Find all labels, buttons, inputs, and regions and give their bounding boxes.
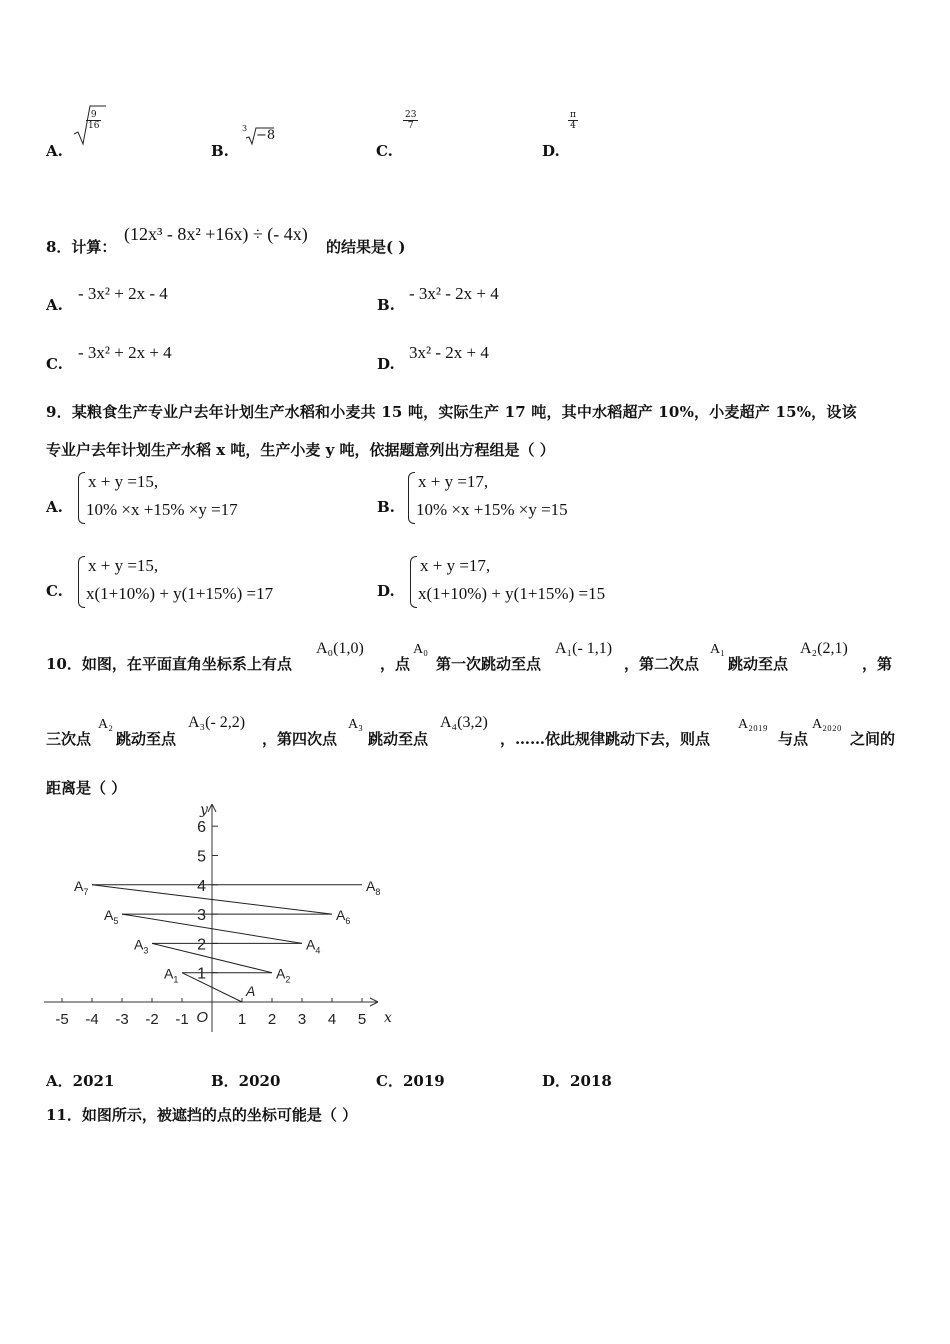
q9-c-eq2: x(1+10%) + y(1+15%) =17 — [86, 584, 274, 603]
x-tick-label: 2 — [267, 1011, 277, 1028]
q7-option-b-label: B. — [211, 142, 229, 160]
q9-b-eq1: x + y =17, — [418, 472, 489, 491]
q7-a-den: 16 — [88, 121, 100, 131]
q10-p2020: A₂₀₂₀ — [812, 717, 842, 732]
x-tick-label: 5 — [357, 1011, 367, 1028]
q7-a-num: 9 — [86, 110, 101, 121]
x-tick-label: -5 — [55, 1011, 69, 1028]
q10-option-b: B．2020 — [211, 1072, 281, 1090]
q9-line-2: 专业户去年计划生产水稻 x 吨，生产小麦 y 吨，依据题意列出方程组是（ ） — [46, 441, 555, 459]
q7-option-c-expr — [403, 110, 418, 131]
q10-l2-b: 跳动至点 — [116, 730, 177, 748]
q7-b-index: 3 — [242, 124, 248, 133]
q10-l2-e: ，……依此规律跳动下去，则点 — [500, 730, 711, 748]
q10-option-d: D．2018 — [542, 1072, 612, 1090]
q10-l1-f: ，第 — [862, 655, 893, 673]
q10-p2: A₂(2,1) — [800, 640, 848, 657]
q10-l2-c: ，第四次点 — [262, 730, 338, 748]
q10-p4: A₄(3,2) — [440, 714, 488, 731]
q7-option-d-expr — [568, 110, 578, 131]
q10-l1-e: 跳动至点 — [728, 655, 789, 673]
origin-label: O — [196, 1009, 208, 1026]
q8-number: 8．计算： — [46, 238, 117, 256]
q7-option-a-label: A. — [46, 142, 63, 160]
y-tick-label: 3 — [197, 907, 206, 925]
q9-c-brace — [78, 556, 85, 608]
point-label: $A_3$ — [134, 936, 149, 956]
x-tick-label: 4 — [327, 1011, 337, 1028]
q10-option-c: C．2019 — [376, 1072, 445, 1090]
x-tick-label: -1 — [175, 1011, 189, 1028]
x-tick-label: -4 — [85, 1011, 99, 1028]
x-tick-label: -3 — [115, 1011, 129, 1028]
q9-d-eq1: x + y =17, — [420, 556, 491, 575]
q10-p3: A₃(- 2,2) — [188, 714, 246, 731]
q9-d-brace — [410, 556, 417, 608]
q9-b-eq2: 10% ×x +15% ×y =15 — [416, 500, 568, 519]
q10-l2-d: 跳动至点 — [368, 730, 429, 748]
x-tick-label: 3 — [297, 1011, 307, 1028]
x-tick-label: 1 — [237, 1011, 247, 1028]
q11-text: 11．如图所示，被遮挡的点的坐标可能是（ ） — [46, 1106, 358, 1124]
point-label: $A_1$ — [164, 965, 179, 985]
q10-p2s: A₂ — [98, 717, 113, 732]
q9-option-d-label: D. — [377, 582, 395, 600]
q10-l1-c: 第一次跳动至点 — [436, 655, 542, 673]
q9-option-a-label: A. — [46, 498, 63, 516]
point-label: $A_8$ — [366, 877, 381, 897]
q7-d-num: π — [570, 110, 576, 120]
q8-option-b-label: B. — [377, 296, 395, 314]
x-tick-label: -2 — [145, 1011, 159, 1028]
x-axis-label: x — [384, 1010, 392, 1026]
y-tick-label: 4 — [197, 877, 206, 895]
q7-d-den: 4 — [570, 121, 576, 131]
q10-l1-a: 10．如图，在平面直角坐标系上有点 — [46, 655, 292, 673]
q7-c-num: 23 — [405, 110, 417, 120]
q9-line-1: 9．某粮食生产专业户去年计划生产水稻和小麦共 15 吨，实际生产 17 吨，其中水稻超产 10%，小麦超产 15%，设该 — [46, 403, 857, 421]
y-tick-label: 1 — [197, 965, 206, 983]
point-label: A — [246, 983, 256, 999]
y-axis-label: y — [200, 802, 208, 818]
y-tick-label: 2 — [197, 936, 206, 954]
q8-option-a-label: A. — [46, 296, 63, 314]
q7-c-den: 7 — [407, 121, 414, 131]
q10-p1: A₁(- 1,1) — [555, 640, 613, 657]
q10-l1-d: ，第二次点 — [624, 655, 700, 673]
q8-expression: (12x³ - 8x² +16x) ÷ (- 4x) — [124, 224, 308, 244]
q7-option-d-label: D. — [542, 142, 560, 160]
q10-p0s: A₀ — [413, 642, 428, 657]
q8-option-a-expr: - 3x² + 2x - 4 — [78, 284, 168, 303]
point-label: $A_5$ — [104, 907, 119, 927]
q10-p1s: A₁ — [710, 642, 725, 657]
q10-option-a: A．2021 — [46, 1072, 115, 1090]
q9-a-eq1: x + y =15, — [88, 472, 159, 491]
q8-option-d-expr: 3x² - 2x + 4 — [409, 343, 489, 362]
point-label: $A_2$ — [276, 965, 291, 985]
q8-option-d-label: D. — [377, 355, 395, 373]
q9-b-brace — [408, 472, 415, 524]
q10-l2-g: 之间的 — [850, 730, 896, 748]
point-label: $A_4$ — [306, 936, 321, 956]
q9-a-brace — [78, 472, 85, 524]
q10-coordinate-chart — [40, 800, 400, 1040]
q10-l3: 距离是（ ） — [46, 779, 127, 797]
q10-p0: A₀(1,0) — [316, 640, 364, 657]
point-label: $A_7$ — [74, 877, 89, 897]
q9-a-eq2: 10% ×x +15% ×y =17 — [86, 500, 238, 519]
q9-d-eq2: x(1+10%) + y(1+15%) =15 — [418, 584, 606, 603]
q8-option-c-expr: - 3x² + 2x + 4 — [78, 343, 172, 362]
q8-option-b-expr: - 3x² - 2x + 4 — [409, 284, 499, 303]
y-tick-label: 6 — [197, 819, 206, 837]
q8-option-c-label: C. — [46, 355, 63, 373]
q10-l1-b: ，点 — [380, 655, 411, 673]
y-tick-label: 5 — [197, 848, 206, 866]
q10-l2-a: 三次点 — [46, 730, 92, 748]
point-label: $A_6$ — [336, 907, 351, 927]
q9-option-b-label: B. — [377, 498, 395, 516]
q8-suffix: 的结果是( ) — [326, 238, 406, 256]
q7-b-radicand: −8 — [256, 128, 276, 143]
q7-option-c-label: C. — [376, 142, 393, 160]
q9-option-c-label: C. — [46, 582, 63, 600]
q10-l2-f: 与点 — [778, 730, 809, 748]
q9-c-eq1: x + y =15, — [88, 556, 159, 575]
q10-p3s: A₃ — [348, 717, 363, 732]
q10-p2019: A₂₀₁₉ — [738, 717, 768, 732]
